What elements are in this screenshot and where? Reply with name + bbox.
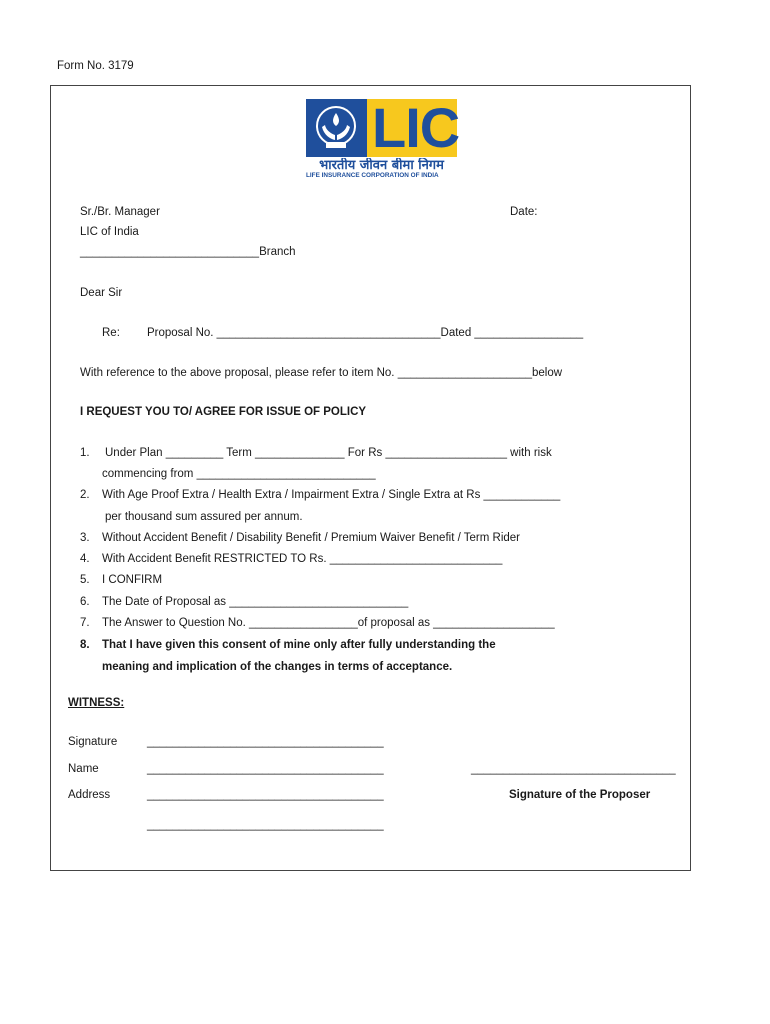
item-number: 8. <box>80 639 90 651</box>
list-item: With Age Proof Extra / Health Extra / Impairment Extra / Single Extra at Rs ____________ <box>102 489 561 501</box>
list-item-continuation: per thousand sum assured per annum. <box>105 511 303 523</box>
list-item-continuation: meaning and implication of the changes in terms of acceptance. <box>102 661 453 673</box>
name-label: Name <box>68 763 99 775</box>
logo-hindi-text: भारतीय जीवन बीमा निगम <box>319 158 444 173</box>
logo-lic-text: LIC <box>372 96 460 159</box>
item-number: 5. <box>80 574 90 586</box>
organization: LIC of India <box>80 226 139 238</box>
branch-line: ____________________________Branch <box>80 246 296 258</box>
request-heading: I REQUEST YOU TO/ AGREE FOR ISSUE OF POLICY <box>80 406 367 418</box>
list-item: The Date of Proposal as ____________________________ <box>102 596 409 608</box>
witness-heading: WITNESS: <box>68 697 125 709</box>
list-item: That I have given this consent of mine only after fully understanding the <box>102 639 496 651</box>
proposer-signature-label: Signature of the Proposer <box>509 789 651 801</box>
re-label: Re: <box>102 327 120 339</box>
witness-address-blank-2: _____________________________________ <box>147 819 384 831</box>
hands-lamp-emblem-icon <box>314 105 358 151</box>
date-label: Date: <box>510 206 538 218</box>
item-number: 2. <box>80 489 90 501</box>
signature-label: Signature <box>68 736 118 748</box>
intro-text: With reference to the above proposal, please refer to item No. _____________________below <box>80 367 563 379</box>
addressee: Sr./Br. Manager <box>80 206 160 218</box>
item-number: 1. <box>80 447 90 459</box>
list-item: The Answer to Question No. _________________of proposal as ___________________ <box>102 617 555 629</box>
form-number: Form No. 3179 <box>57 60 134 72</box>
list-item: With Accident Benefit RESTRICTED TO Rs. ___________________________ <box>102 553 503 565</box>
witness-address-blank: _____________________________________ <box>147 789 384 801</box>
item-number: 7. <box>80 617 90 629</box>
logo-emblem-panel <box>306 99 367 157</box>
logo-english-text: LIFE INSURANCE CORPORATION OF INDIA <box>306 172 439 179</box>
list-item: I CONFIRM <box>102 574 163 586</box>
item-number: 4. <box>80 553 90 565</box>
lic-logo <box>306 96 460 181</box>
item-number: 3. <box>80 532 90 544</box>
address-label: Address <box>68 789 111 801</box>
salutation: Dear Sir <box>80 287 123 299</box>
witness-name-blank: _____________________________________ <box>147 763 384 775</box>
witness-signature-blank: _____________________________________ <box>147 736 384 748</box>
item-number: 6. <box>80 596 90 608</box>
list-item: Under Plan _________ Term ______________ For Rs ___________________ with risk <box>105 447 552 459</box>
list-item: Without Accident Benefit / Disability Benefit / Premium Waiver Benefit / Term Rider <box>102 532 520 544</box>
list-item-continuation: commencing from ____________________________ <box>102 468 376 480</box>
proposal-reference: Proposal No. ___________________________________Dated _________________ <box>147 327 584 339</box>
proposer-signature-line: ________________________________ <box>471 763 676 775</box>
